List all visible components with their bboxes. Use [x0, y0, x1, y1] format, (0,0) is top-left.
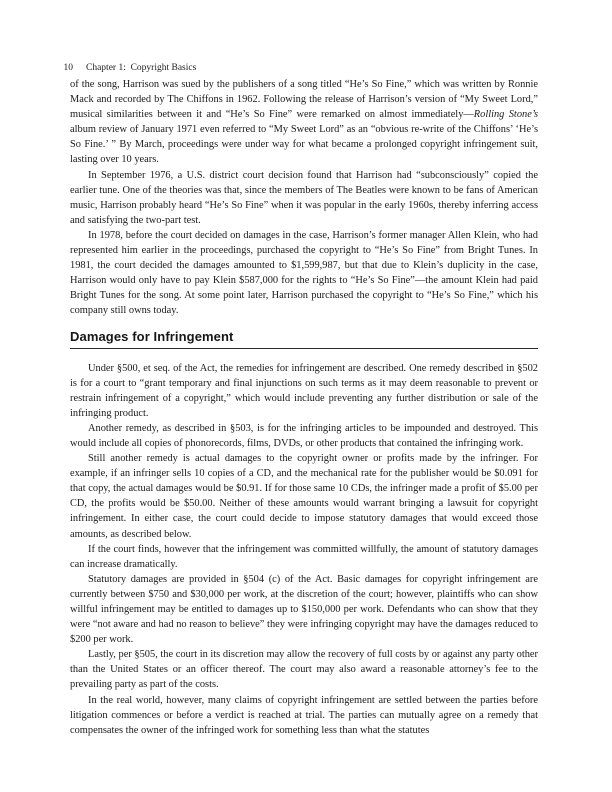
paragraph	[70, 451, 538, 542]
italic-text: Rolling Stone’s	[473, 109, 538, 121]
paragraph	[70, 77, 538, 168]
text-run: of the song, Harrison was sued by the publishers of a song titled “He’s So Fine,” which was written by Ronnie Mack and recorded by The Chiffons in 1962. Following the release of Harrison’s version of “My Sweet Lord,” musical similarities between it and “He’s So Fine” were remarked on almost immediately—	[70, 79, 538, 121]
paragraph	[70, 542, 538, 572]
text-run: In September 1976, a U.S. district court decision found that Harrison had “subconsciously” copied the earlier tune. One of the theories was that, since the members of The Beatles were known to be fans of American music, Harrison probably heard “He’s So Fine” when it was popular in the early 1960s, thereby inferring access and satisfying the two-part test.	[70, 169, 538, 226]
section-heading: Damages for Infringement	[70, 329, 538, 349]
page-number: 10	[63, 63, 73, 73]
text-run: Under §500, et seq. of the Act, the remedies for infringement are described. One remedy described in §502 is for a court to “grant temporary and final injunctions on such terms as it may deem reasonable to prevent or restrain infringement of a copyright,” which would include preventing any further distribution or sale of the infringing product.	[70, 362, 538, 419]
text-run: Statutory damages are provided in §504 (c) of the Act. Basic damages for copyright infringement are currently between $750 and $30,000 per work, at the discretion of the court; however, plaintiffs who can show willful infringement may be entitled to damages up to $150,000 per work. Defendants who can show that they were “not aware and had no reason to believe” they were infringing copyright may have the damages reduced to $200 per work.	[70, 573, 538, 646]
text-run: In the real world, however, many claims of copyright infringement are settled between the parties before litigation commences or before a verdict is reached at trial. The parties can mutually agree on a remedy that compensates the owner of the infringed work for something less than what the statutes	[70, 694, 538, 736]
text-run: album review of January 1971 even referred to “My Sweet Lord” as an “obvious re-write of the Chiffons’ ‘He’s So Fine.’ ” By March, proceedings were under way for what became a prolonged copyright infringement suit, lasting over 10 years.	[70, 124, 538, 166]
text-run: In 1978, before the court decided on damages in the case, Harrison’s former manager Allen Klein, who had represented him earlier in the proceedings, purchased the copyright to “He’s So Fine” from Bright Tunes. In 1981, the court decided the damages amounted to $1,599,987, but that due to Klein’s duplicity in the case, Harrison would only have to pay Klein $587,000 for the rights to “He’s So Fine”—the amount Klein had paid Bright Tunes for the song. At some point later, Harrison purchased the copyright to “He’s So Fine,” which his company still owns today.	[70, 229, 538, 317]
chapter-title: Chapter 1: Copyright Basics	[86, 63, 197, 73]
paragraph	[70, 168, 538, 228]
paragraph	[70, 572, 538, 647]
text-run: Still another remedy is actual damages to the copyright owner or profits made by the infringer. For example, if an infringer sells 10 copies of a CD, and the mechanical rate for the publisher would be $0.091 for that copy, the actual damages would be $0.91. If for those same 10 CDs, the infringer made a profit of $5.00 per CD, the profits would be $50.00. Neither of these amounts would warrant bringing a lawsuit for copyright infringement. In either case, the court could decide to impose statutory damages that would exceed those amounts, as described below.	[70, 453, 538, 540]
page-content	[70, 77, 538, 738]
intro-paragraphs	[70, 77, 538, 319]
paragraph	[70, 647, 538, 692]
text-run: If the court finds, however that the infringement was committed willfully, the amount of statutory damages can increase dramatically.	[70, 543, 538, 570]
paragraph	[70, 228, 538, 319]
text-run: Lastly, per §505, the court in its discretion may allow the recovery of full costs by or against any party other than the United States or an officer thereof. The court may also award a reasonable attorney’s fee to the prevailing party as part of the costs.	[70, 649, 538, 691]
text-run: Another remedy, as described in §503, is for the infringing articles to be impounded and destroyed. This would include all copies of phonorecords, films, DVDs, or other products that contained the infringing work.	[70, 422, 538, 449]
damages-paragraphs	[70, 361, 538, 738]
paragraph	[70, 361, 538, 421]
paragraph	[70, 693, 538, 738]
paragraph	[70, 421, 538, 451]
